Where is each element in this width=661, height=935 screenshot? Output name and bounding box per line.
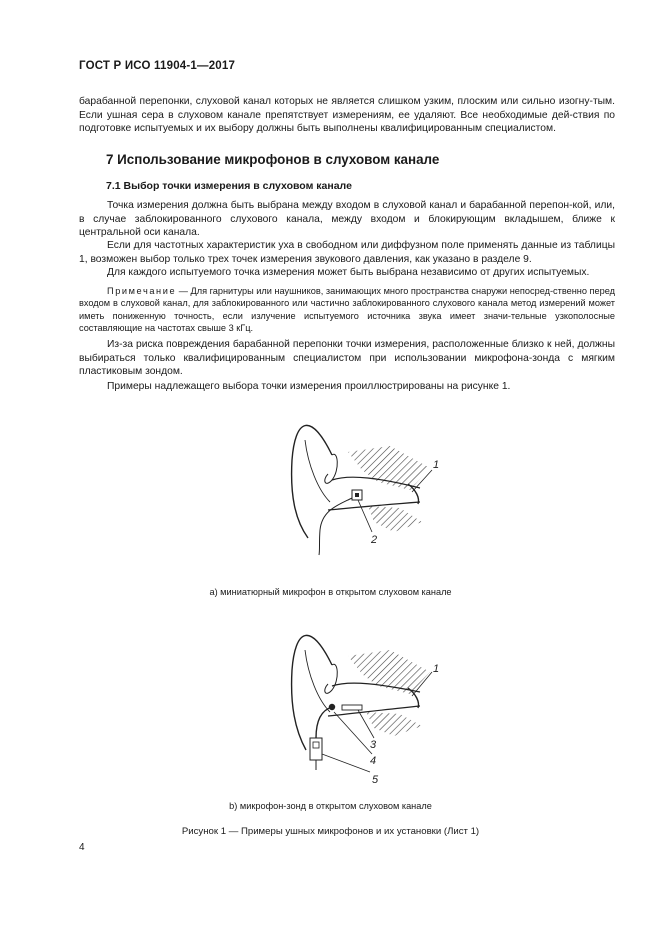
probe-microphone-body bbox=[310, 738, 322, 760]
page-number: 4 bbox=[79, 842, 85, 853]
figure-a-caption: а) миниатюрный микрофон в открытом слуховом канале bbox=[209, 587, 452, 597]
intro-paragraph: барабанной перепонки, слуховой канал которых не является слишком узким, плоским или сильно изогну-тым. Если ушная сера в слуховом канале препятствует измерениям, ее удаляют. Все необходимые дей-ствия по подготовке испытуемых и их выбору должны быть выполнены квалифицированным специалистом. bbox=[79, 96, 615, 135]
paragraph-3: Для каждого испытуемого точка измерения может быть выбрана независимо от других испытуемых. bbox=[107, 267, 590, 278]
figure-a-label-1: 1 bbox=[433, 459, 440, 471]
note-block bbox=[79, 285, 615, 335]
microphone-cable bbox=[319, 498, 352, 555]
figure-a-illustration bbox=[270, 410, 470, 560]
paragraph-4: Из-за риска повреждения барабанной перепонки точки измерения, расположенные близко к ней, должны выбираться только квалифицированным специалистом при использовании микрофона-зонда с мягким пластиковым зондом. bbox=[79, 339, 615, 378]
figure-a-label-2: 2 bbox=[371, 534, 378, 546]
figure-b-illustration bbox=[270, 620, 470, 790]
leader-line-4 bbox=[334, 712, 372, 754]
canal-tissue-lower bbox=[368, 506, 422, 532]
document-header: ГОСТ Р ИСО 11904-1—2017 bbox=[79, 60, 236, 72]
paragraph-2: Если для частотных характеристик уха в свободном или диффузном поле применять данные из таблицы 1, возможен выбор только трех точек измерения звукового давления, как указано в разделе 9. bbox=[79, 240, 615, 265]
leader-line-5 bbox=[322, 754, 370, 772]
figure-b-label-3: 3 bbox=[370, 739, 377, 751]
section-title: 7 Использование микрофонов в слуховом канале bbox=[106, 152, 440, 167]
figure-title: Рисунок 1 — Примеры ушных микрофонов и их установки (Лист 1) bbox=[181, 826, 480, 837]
figure-b-caption: b) микрофон-зонд в открытом слуховом канале bbox=[229, 801, 432, 811]
ear-helix bbox=[325, 664, 337, 693]
figure-b-label-4: 4 bbox=[370, 755, 377, 767]
ear-outline bbox=[292, 425, 332, 538]
ear-antihelix bbox=[305, 650, 330, 712]
leader-line-2 bbox=[358, 500, 372, 532]
note-text: — Для гарнитуры или наушников, занимающих много пространства снаружи непосред-ственно перед входом в слуховой канал, для заблокированного или частично заблокированного слухового канала метод измерений может иметь пониженную точность, если излучение испытуемого источника звука имеет значи-тельные узкополосные составляющие на частотах свыше 3 кГц. bbox=[79, 286, 615, 334]
paragraph-1: Точка измерения должна быть выбрана между входом в слуховой канал и барабанной перепон-кой, или, в случае заблокированного слухового канала, между входом и блокирующим вкладышем, ближе к центральной оси канала. bbox=[79, 200, 615, 239]
canal-tissue-upper bbox=[348, 650, 430, 694]
figure-b-label-5: 5 bbox=[372, 774, 379, 786]
probe-tube bbox=[342, 705, 362, 710]
paragraph-5: Примеры надлежащего выбора точки измерения проиллюстрированы на рисунке 1. bbox=[107, 381, 511, 392]
subsection-title: 7.1 Выбор точки измерения в слуховом канале bbox=[106, 180, 352, 192]
canal-tissue-lower bbox=[366, 712, 422, 736]
figure-b-label-1: 1 bbox=[433, 663, 440, 675]
canal-tissue-upper bbox=[348, 446, 430, 490]
ear-antihelix bbox=[305, 440, 330, 502]
microphone-element bbox=[355, 493, 359, 497]
note-label: Примечание bbox=[107, 286, 177, 296]
